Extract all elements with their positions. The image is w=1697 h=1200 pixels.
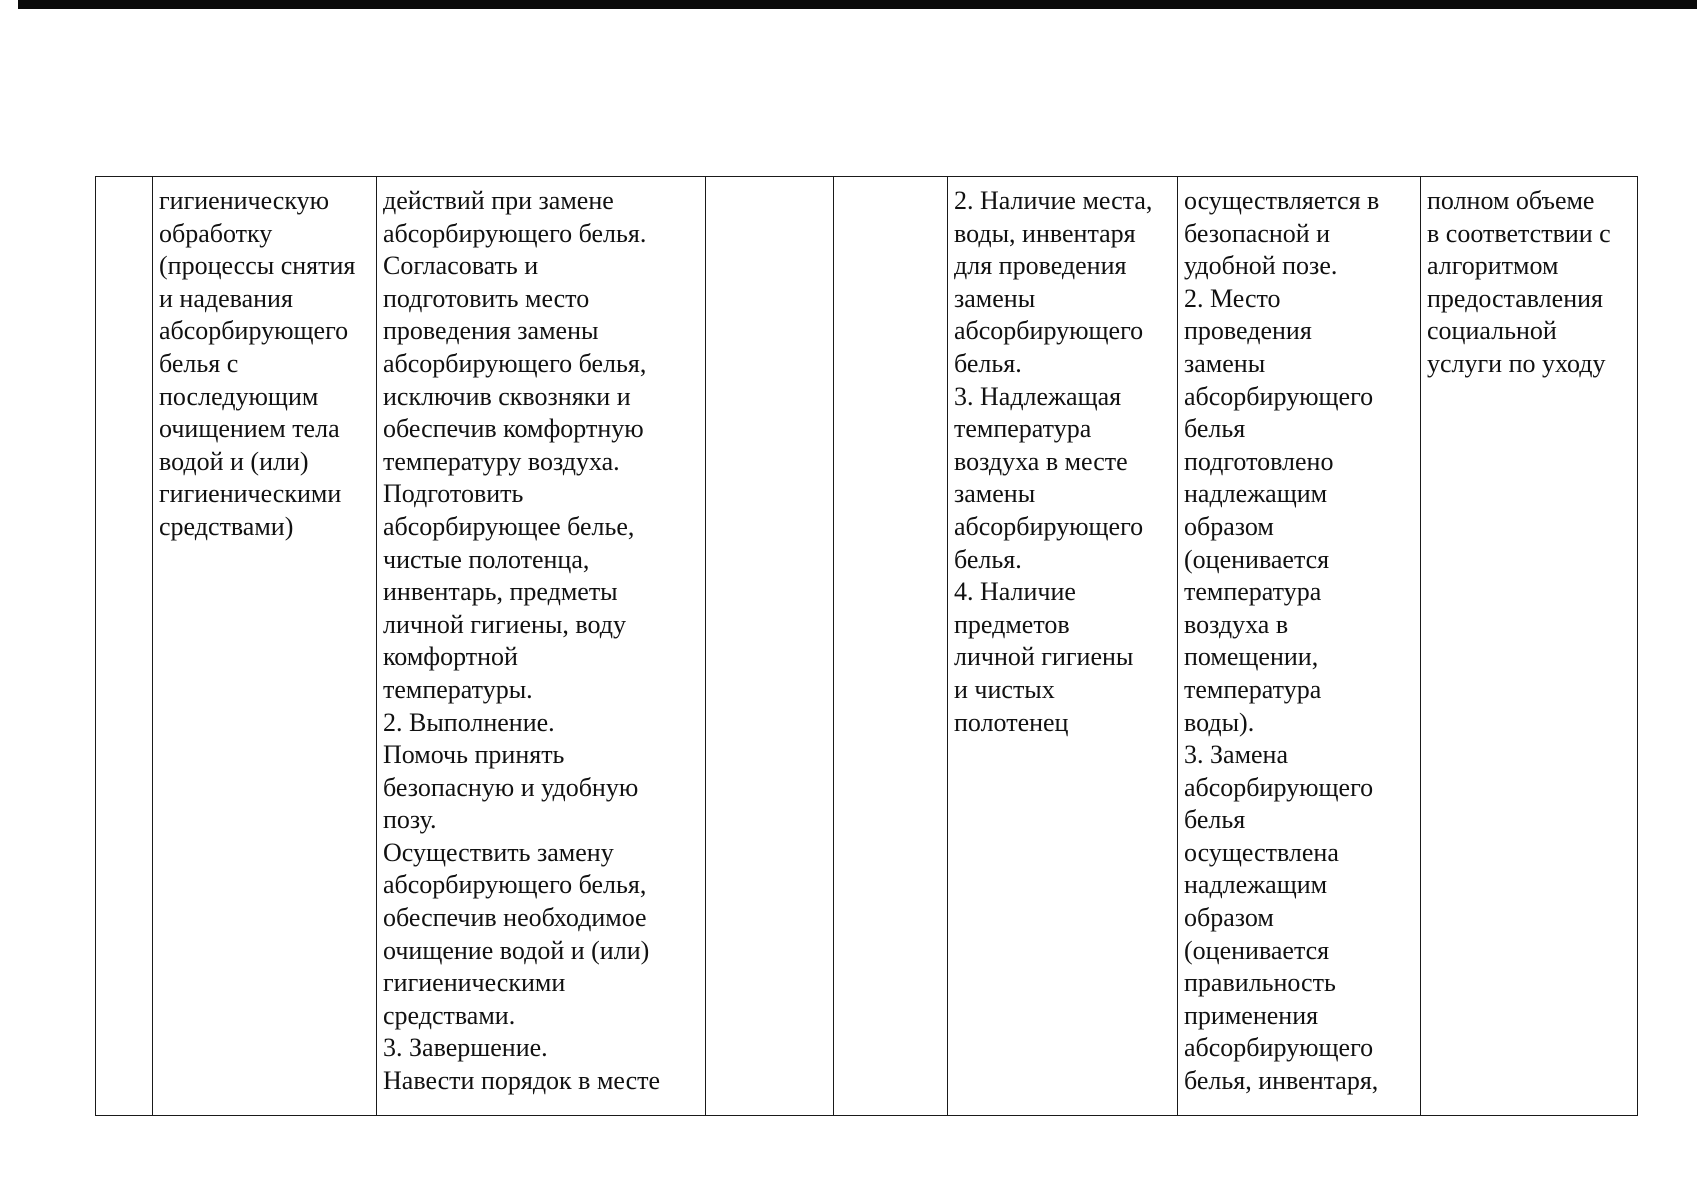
cell-service-name: гигиеническую обработку (процессы снятия и надевания абсорбирующего белья с последующим очищением тела водой и (или) гигиеническими средствами) <box>153 177 377 1116</box>
cell-quality-indicators: осуществляется в безопасной и удобной позе. 2. Место проведения замены абсорбирующего белья подготовлено надлежащим образом (оценивается температура воздуха в помещении, температура воды). 3. Замена абсорбирующего белья осуществлена надлежащим образом (оценивается правильность применения абсорбирующего белья, инвентаря, <box>1178 177 1421 1116</box>
table-row <box>96 177 1638 1116</box>
scan-top-edge <box>18 0 1697 9</box>
cell-conditions: 2. Наличие места, воды, инвентаря для проведения замены абсорбирующего белья. 3. Надлежащая температура воздуха в месте замены абсорбирующего белья. 4. Наличие предметов личной гигиены и чистых полотенец <box>948 177 1178 1116</box>
cell-empty-1 <box>706 177 834 1116</box>
cell-number <box>96 177 153 1116</box>
cell-evaluation: полном объеме в соответствии с алгоритмом предоставления социальной услуги по уходу <box>1421 177 1638 1116</box>
cell-empty-2 <box>834 177 948 1116</box>
cell-service-description: действий при замене абсорбирующего белья. Согласовать и подготовить место проведения замены абсорбирующего белья, исключив сквозняки и обеспечив комфортную температуру воздуха. Подготовить абсорбирующее белье, чистые полотенца, инвентарь, предметы личной гигиены, воду комфортной температуры. 2. Выполнение. Помочь принять безопасную и удобную позу. Осуществить замену абсорбирующего белья, обеспечив необходимое очищение водой и (или) гигиеническими средствами. 3. Завершение. Навести порядок в месте <box>377 177 706 1116</box>
services-table <box>95 176 1638 1116</box>
